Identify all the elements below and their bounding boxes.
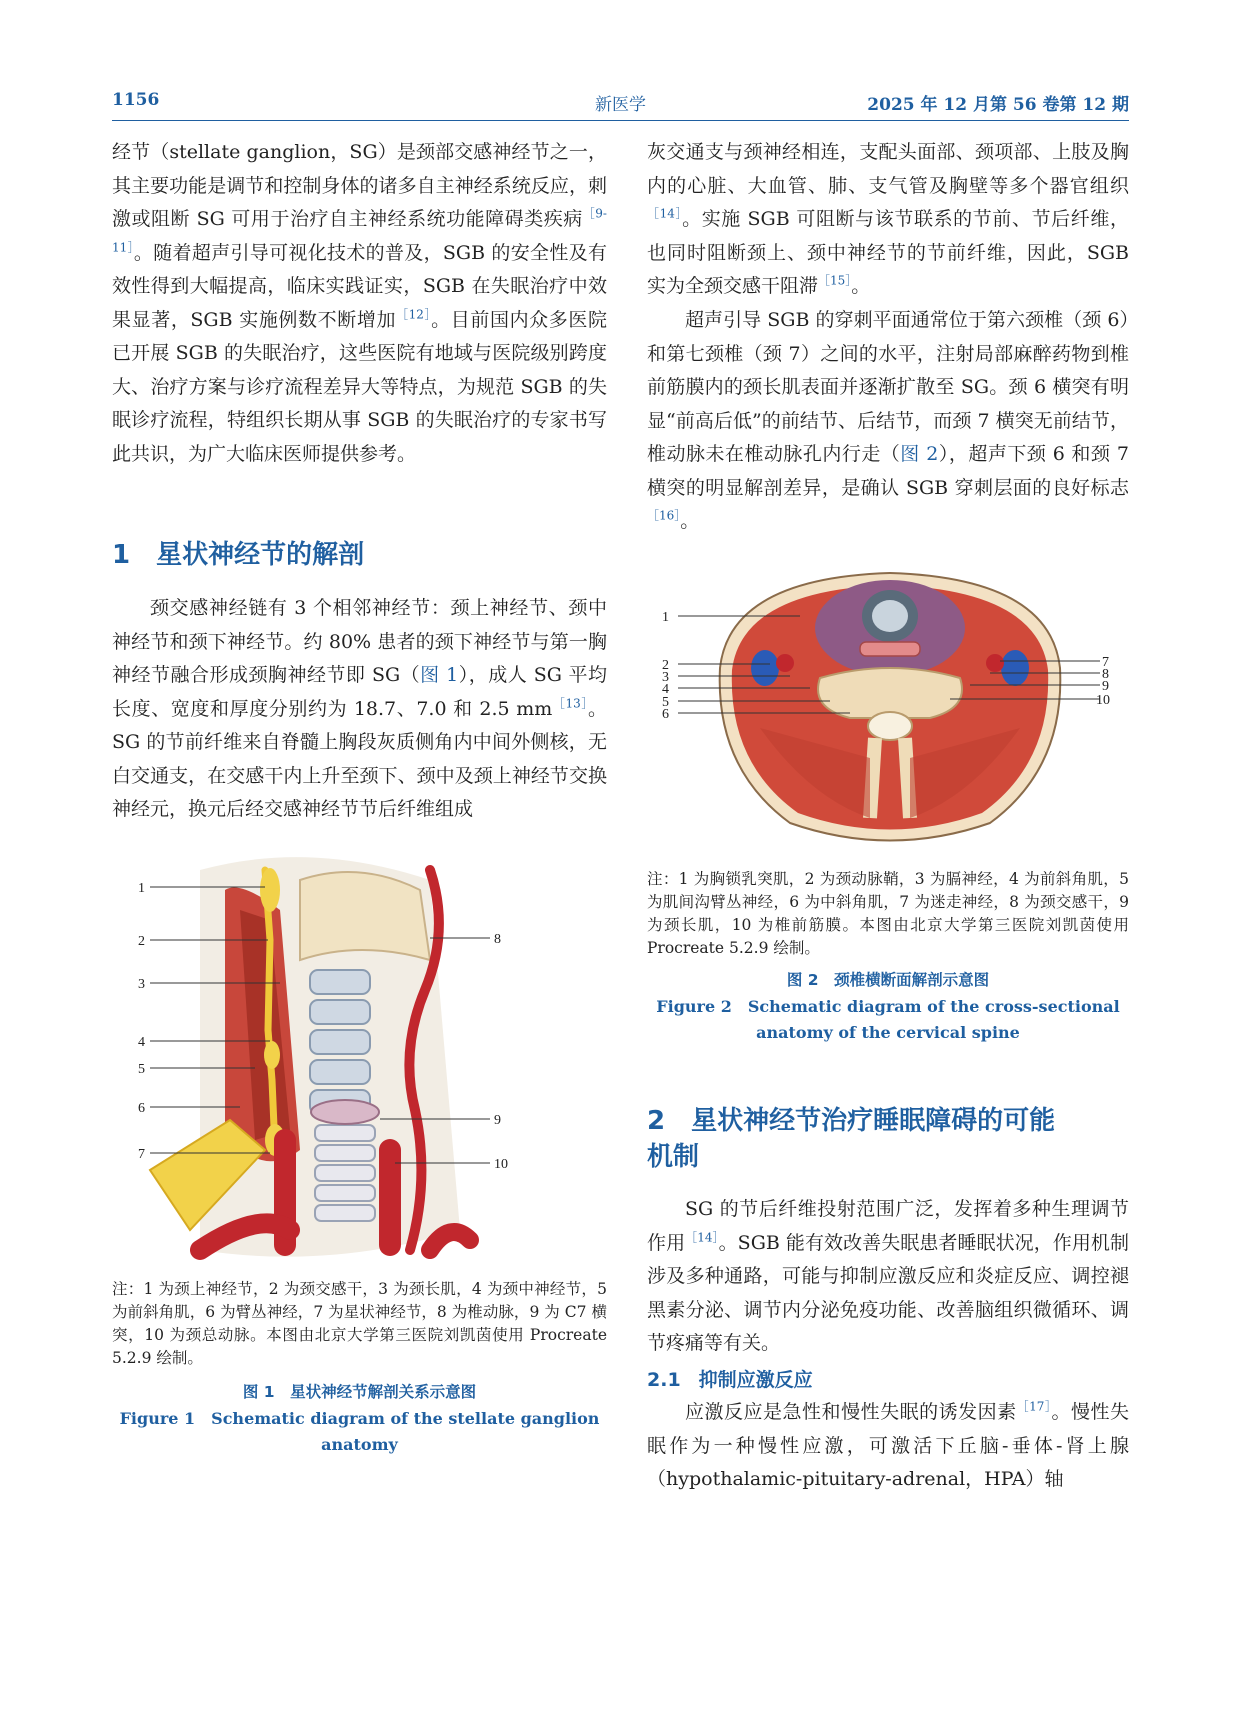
figure-2-link[interactable]: 图 2 — [900, 443, 939, 465]
left-paragraph-1 — [112, 136, 607, 471]
citation-link[interactable]: ［13］ — [552, 696, 588, 711]
figure-1-caption-cn: 图 1 星状神经节解剖关系示意图 — [242, 1383, 477, 1401]
text-run: ），超声下颈 6 和颈 7 横突的明显解剖差异，是确认 SGB 穿刺层面的良好标志 — [647, 443, 1130, 499]
fig2-label-7: 7 — [1102, 655, 1109, 670]
text-run: 超声引导 SGB 的穿刺平面通常位于第六颈椎（颈 6）和第七颈椎（颈 7）之间的水平，注射局部麻醉药物到椎前筋膜内的颈长肌表面并逐渐扩散至 SG。颈 6 横突有明显“前高后低”的前结节、后结节，而颈 7 横突无前结节，椎动脉未在椎动脉孔内行走（ — [647, 309, 1129, 465]
caption-en-line-2: anatomy — [321, 1435, 398, 1454]
fig1-label-3: 3 — [138, 977, 145, 992]
text-run: ），成人 SG 平均长度、宽度和厚度分别约为 18.7、7.0 和 2.5 mm — [112, 664, 607, 720]
issue-info: 2025 年 12 月第 56 卷第 12 期 — [867, 95, 1129, 115]
section-number: 2.1 — [647, 1369, 681, 1391]
fig1-label-5: 5 — [138, 1062, 145, 1077]
fig2-label-10: 10 — [1096, 693, 1110, 708]
figure-1-link[interactable]: 图 1 — [420, 664, 459, 686]
body-paragraph — [112, 592, 607, 827]
text-run: 。目前国内众多医院已开展 SGB 的失眠治疗，这些医院有地域与医院级别跨度大、治疗方案与诊疗流程差异大等特点，为规范 SGB 的失眠诊疗流程，特组织长期从事 SGB 的失眠治疗的专家书写此共识，为广大临床医师提供参考。 — [112, 308, 607, 465]
section-title-line-1: 星状神经节治疗睡眠障碍的可能 — [691, 1106, 1056, 1136]
fig1-label-7: 7 — [138, 1147, 145, 1162]
figure-1-note: 注：1 为颈上神经节，2 为颈交感干，3 为颈长肌，4 为颈中神经节，5 为前斜角肌，6 为臂丛神经，7 为星状神经节，8 为椎动脉，9 为 C7 横突，10 为颈总动脉。本图由北京大学第三医院刘凯茵使用 Procreate 5.2.9 绘制。 — [112, 1280, 607, 1367]
text-run: 经节（stellate ganglion，SG）是颈部交感神经节之一，其主要功能是调节和控制身体的诸多自主神经系统反应，刺激或阻断 SG 可用于治疗自主神经系统功能障碍类疾病 — [112, 141, 607, 230]
figure-2-illustration — [660, 558, 1120, 858]
figure-2-note: 注：1 为胸锁乳突肌，2 为颈动脉鞘，3 为膈神经，4 为前斜角肌，5 为肌间沟臂丛神经，6 为中斜角肌，7 为迷走神经，8 为颈交感干，9 为颈长肌，10 为椎前筋膜。本图由北京大学第三医院刘凯茵使用 Procreate 5.2.9 绘制。 — [647, 870, 1129, 957]
text-run: 。 — [851, 275, 871, 297]
text-run: 。SGB 能有效改善失眠患者睡眠状况，作用机制涉及多种通路，可能与抑制应激反应和炎症反应、调控褪黑素分泌、调节内分泌免疫功能、改善脑组织微循环、调节疼痛等有关。 — [647, 1231, 1129, 1354]
text-run: 。 — [680, 510, 700, 532]
fig2-label-3: 3 — [662, 670, 669, 685]
fig2-label-4: 4 — [662, 682, 669, 697]
section-1-heading — [112, 537, 364, 573]
caption-en-line-1: Figure 1 Schematic diagram of the stellate ganglion — [119, 1409, 600, 1428]
citation-link[interactable]: ［12］ — [396, 307, 432, 322]
right-paragraph-4 — [647, 1396, 1129, 1497]
citation-link[interactable]: ［9-11］ — [112, 206, 607, 255]
page-number: 1156 — [112, 90, 160, 110]
fig2-label-9: 9 — [1102, 679, 1109, 694]
body-paragraph — [647, 1193, 1129, 1361]
fig1-label-1: 1 — [138, 881, 145, 896]
citation-link[interactable]: ［14］ — [685, 1230, 719, 1245]
caption-en-line-1: Figure 2 Schematic diagram of the cross-sectional — [656, 997, 1120, 1016]
section-2-1-heading — [647, 1365, 813, 1392]
body-paragraph — [647, 136, 1129, 304]
fig1-label-6: 6 — [138, 1101, 145, 1116]
fig1-label-2: 2 — [138, 934, 145, 949]
section-title-line-2: 机制 — [647, 1142, 700, 1172]
fig1-label-9: 9 — [494, 1113, 501, 1128]
fig1-label-8: 8 — [494, 932, 501, 947]
right-paragraph-1 — [647, 136, 1129, 304]
left-paragraph-2 — [112, 592, 607, 827]
fig1-label-4: 4 — [138, 1035, 145, 1050]
right-paragraph-3 — [647, 1193, 1129, 1361]
body-paragraph — [647, 1396, 1129, 1497]
fig2-label-2: 2 — [662, 658, 669, 673]
citation-link[interactable]: ［15］ — [818, 273, 852, 288]
section-title: 星状神经节的解剖 — [156, 540, 365, 570]
citation-link[interactable]: ［14］ — [647, 206, 683, 221]
citation-link[interactable]: ［16］ — [647, 508, 681, 523]
fig2-label-6: 6 — [662, 707, 669, 722]
section-number: 1 — [112, 540, 131, 570]
figure-2-caption-en — [647, 994, 1129, 1046]
page-header — [112, 84, 1129, 121]
text-run: SG 的节后纤维投射范围广泛，发挥着多种生理调节作用 — [647, 1198, 1129, 1254]
caption-en-line-2: anatomy of the cervical spine — [756, 1023, 1020, 1042]
text-run: 。随着超声引导可视化技术的普及，SGB 的安全性及有效性得到大幅提高，临床实践证实，SGB 在失眠治疗中效果显著，SGB 实施例数不断增加 — [112, 241, 607, 331]
text-run: 颈交感神经链有 3 个相邻神经节：颈上神经节、颈中神经节和颈下神经节。约 80% 患者的颈下神经节与第一胸神经节融合形成颈胸神经节即 SG（ — [112, 597, 607, 686]
right-paragraph-2 — [647, 304, 1129, 539]
fig2-label-5: 5 — [662, 695, 669, 710]
body-paragraph — [647, 304, 1129, 539]
text-run: 。SG 的节前纤维来自脊髓上胸段灰质侧角内中间外侧核，无白交通支，在交感干内上升至颈下、颈中及颈上神经节交换神经元，换元后经交感神经节节后纤维组成 — [112, 697, 607, 820]
fig2-label-1: 1 — [662, 610, 669, 625]
figure-2-caption-cn: 图 2 颈椎横断面解剖示意图 — [786, 971, 990, 989]
figure-1-illustration — [130, 850, 560, 1270]
section-2-heading — [647, 1103, 1129, 1175]
body-paragraph — [112, 136, 607, 471]
figure-1-caption-en — [112, 1406, 607, 1458]
section-title: 抑制应激反应 — [698, 1369, 813, 1391]
text-run: 。实施 SGB 可阻断与该节联系的节前、节后纤维，也同时阻断颈上、颈中神经节的节前纤维，因此，SGB 实为全颈交感干阻滞 — [647, 208, 1129, 297]
journal-name: 新医学 — [595, 95, 646, 115]
fig2-label-8: 8 — [1102, 667, 1109, 682]
fig1-label-10: 10 — [494, 1157, 508, 1172]
text-run: 应激反应是急性和慢性失眠的诱发因素 — [685, 1401, 1017, 1423]
text-run: 灰交通支与颈神经相连，支配头面部、颈项部、上肢及胸内的心脏、大血管、肺、支气管及胸壁等多个器官组织 — [647, 141, 1129, 197]
section-number: 2 — [647, 1106, 666, 1136]
text-run: 。慢性失眠作为一种慢性应激，可激活下丘脑-垂体-肾上腺（hypothalamic-pituitary-adrenal，HPA）轴 — [647, 1401, 1129, 1490]
citation-link[interactable]: ［17］ — [1016, 1399, 1052, 1414]
